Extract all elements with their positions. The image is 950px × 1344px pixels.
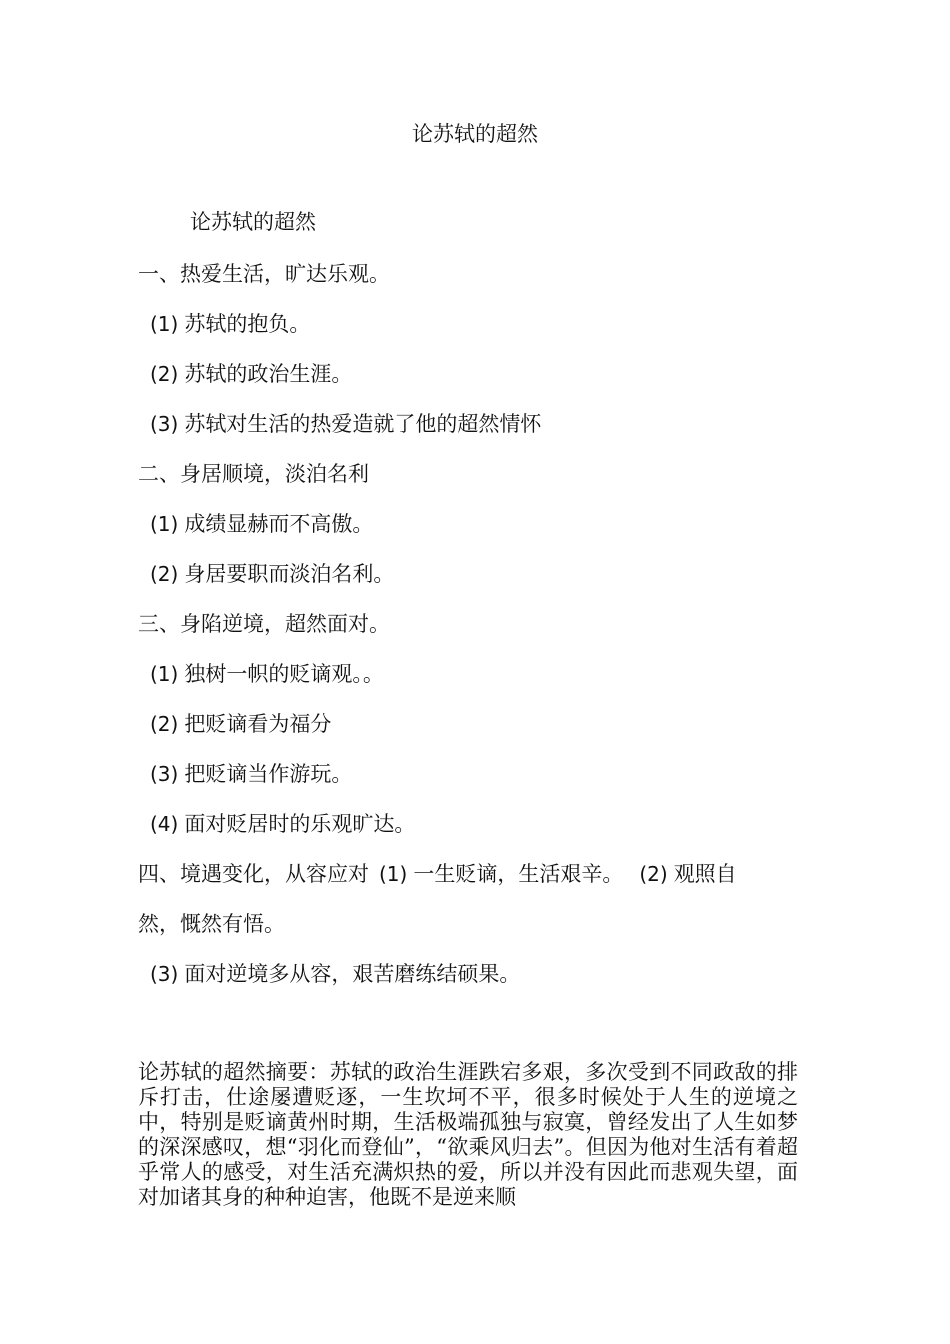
outline-text: 面对逆境多从容，艰苦磨练结硕果。 — [184, 962, 521, 986]
outline-text: 观照自 — [673, 862, 737, 886]
outline-number: (3) — [150, 412, 179, 436]
outline-text: 一生贬谪，生活艰辛。 — [413, 862, 624, 886]
outline-text: 把贬谪看为福分 — [184, 712, 332, 736]
outline-subitem — [138, 959, 818, 1009]
document-title: 论苏轼的超然 — [412, 122, 538, 146]
outline-number: (1) — [150, 312, 179, 336]
outline-heading-section4 — [138, 859, 818, 909]
outline-list — [138, 259, 818, 1009]
outline-continuation — [138, 909, 818, 959]
outline-text: 身居要职而淡泊名利。 — [184, 562, 395, 586]
outline-number: (2) — [150, 562, 179, 586]
outline-text: 面对贬居时的乐观旷达。 — [184, 812, 416, 836]
outline-text: 独树一帜的贬谪观。。 — [184, 662, 384, 686]
outline-number: (3) — [150, 762, 179, 786]
outline-subitem — [138, 709, 818, 759]
outline-text: 苏轼的政治生涯。 — [184, 362, 353, 386]
outline-heading — [138, 259, 818, 309]
outline-subitem — [138, 509, 818, 559]
outline-text: 一、热爱生活，旷达乐观。 — [138, 262, 390, 286]
outline-number: (1) — [379, 862, 408, 886]
outline-text: 把贬谪当作游玩。 — [184, 762, 353, 786]
outline-heading — [138, 459, 818, 509]
outline-number: (4) — [150, 812, 179, 836]
outline-number: (2) — [639, 862, 668, 886]
outline-subitem — [138, 309, 818, 359]
outline-number: (1) — [150, 662, 179, 686]
outline-subitem — [138, 559, 818, 609]
outline-number: (2) — [150, 362, 179, 386]
abstract-paragraph: 论苏轼的超然摘要：苏轼的政治生涯跌宕多艰，多次受到不同政敌的排斥打击，仕途屡遭贬逐，一生坎坷不平，很多时候处于人生的逆境之中，特别是贬谪黄州时期，生活极端孤独与寂寞，曾经发出了人生如梦的深深感叹，想“羽化而登仙”，“欲乘风归去”。但因为他对生活有着超乎常人的感受，对生活充满炽热的爱，所以并没有因此而悲观失望，面对加诸其身的种种迫害，他既不是逆来顺 — [138, 1060, 798, 1209]
outline-number: (3) — [150, 962, 179, 986]
outline-text: 苏轼的抱负。 — [184, 312, 311, 336]
outline-text: 二、身居顺境，淡泊名利 — [138, 462, 369, 486]
outline-text: 然，慨然有悟。 — [138, 912, 285, 936]
outline-number: (2) — [150, 712, 179, 736]
outline-heading — [138, 609, 818, 659]
outline-subitem — [138, 809, 818, 859]
outline-text: 成绩显赫而不高傲。 — [184, 512, 374, 536]
outline-text: 三、身陷逆境，超然面对。 — [138, 612, 390, 636]
outline-text: 四、境遇变化，从容应对 — [138, 862, 369, 886]
outline-number: (1) — [150, 512, 179, 536]
document-subtitle: 论苏轼的超然 — [190, 210, 316, 234]
outline-subitem — [138, 759, 818, 809]
outline-subitem — [138, 359, 818, 409]
outline-subitem — [138, 409, 818, 459]
outline-text: 苏轼对生活的热爱造就了他的超然情怀 — [184, 412, 542, 436]
outline-subitem — [138, 659, 818, 709]
